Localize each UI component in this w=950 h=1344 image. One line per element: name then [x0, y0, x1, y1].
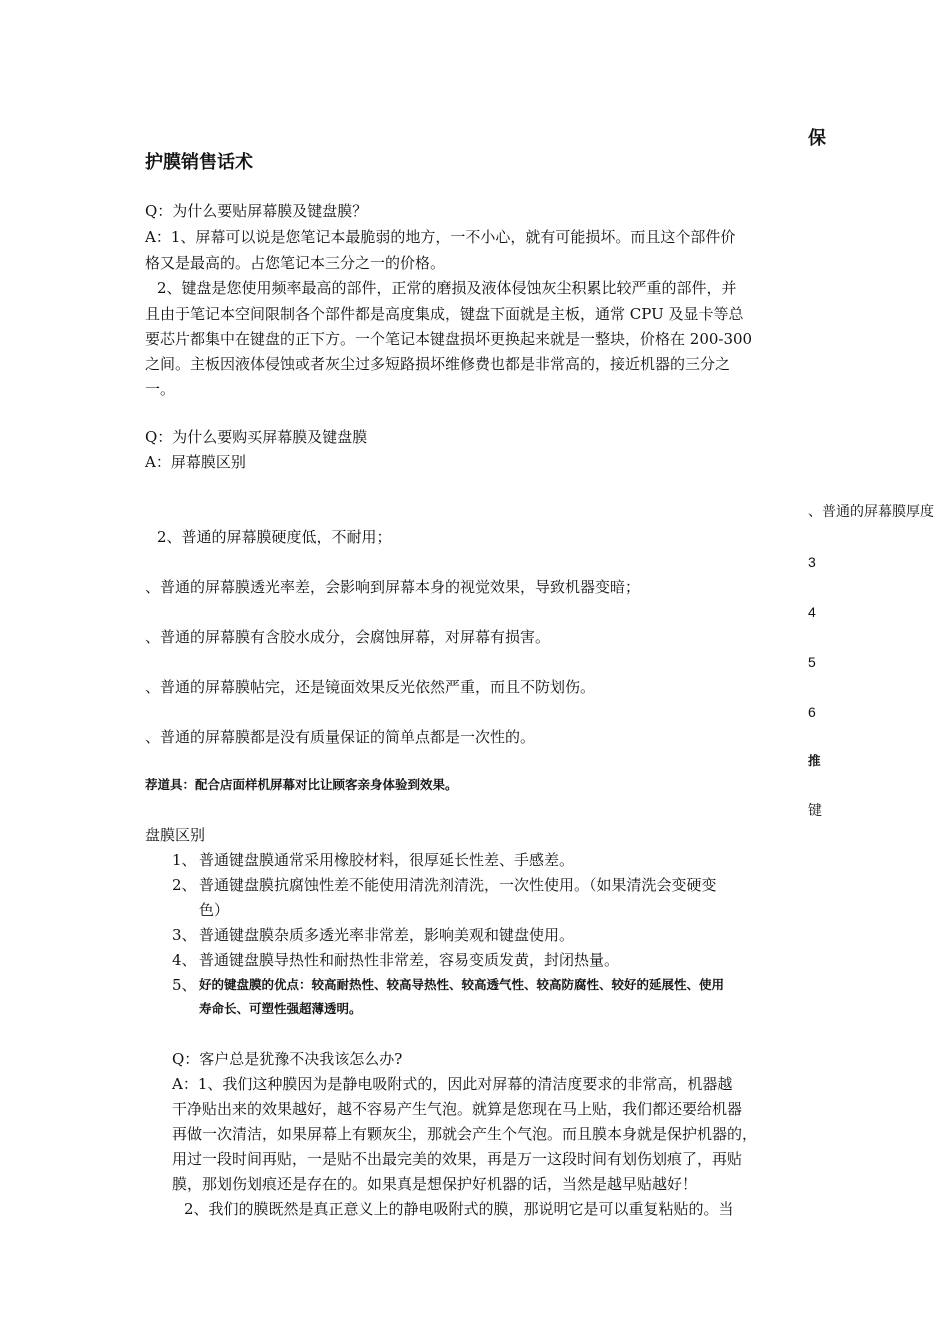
list-item: 普通键盘膜导热性和耐热性非常差，容易变质发黄，封闭热量。	[199, 951, 620, 969]
page-title: 护膜销售话术	[145, 152, 253, 173]
keyboard-film-heading: 盘膜区别	[145, 826, 206, 844]
list-number: 3、	[172, 926, 197, 944]
answer-1-line: 且由于笔记本空间限制各个部件都是高度集成，键盘下面就是主板，通常 CPU 及显卡等总	[145, 305, 744, 323]
answer-1-line: 要芯片都集中在键盘的正下方。一个笔记本键盘损坏更换起来就是一整块，价格在 200-300	[145, 330, 753, 348]
list-item: 普通键盘膜抗腐蚀性差不能使用清洗剂清洗，一次性使用。（如果清洗会变硬变	[199, 876, 717, 894]
list-number: 2、	[172, 876, 197, 894]
margin-number: 5	[808, 654, 816, 670]
margin-jian: 键	[808, 803, 822, 819]
list-item-continued: 寿命长、可塑性强超薄透明。	[199, 1001, 362, 1016]
answer-3-line: 膜，那划伤划痕还是存在的。如果真是想保护好机器的话，当然是越早贴越好！	[172, 1175, 698, 1193]
list-number: 5、	[172, 976, 197, 994]
list-item: 普通键盘膜杂质多透光率非常差，影响美观和键盘使用。	[199, 926, 575, 944]
answer-1-line: 一。	[145, 380, 176, 398]
answer-1-line: 格又是最高的。占您笔记本三分之一的价格。	[145, 254, 446, 272]
answer-1-line: 2、键盘是您使用频率最高的部件，正常的磨损及液体侵蚀灰尘积累比较严重的部件，并	[157, 279, 737, 297]
answer-3-line: 干净贴出来的效果越好，越不容易产生气泡。就算是您现在马上贴，我们都还要给机器	[172, 1100, 743, 1118]
list-item: 普通键盘膜通常采用橡胶材料，很厚延长性差、手感差。	[199, 851, 575, 869]
margin-tui: 推	[808, 753, 821, 768]
answer-3-line: A：1、我们这种膜因为是静电吸附式的，因此对屏幕的清洁度要求的非常高，机器越	[172, 1075, 733, 1093]
question-3: Q：客户总是犹豫不决我该怎么办?	[172, 1050, 403, 1068]
list-number: 4、	[172, 951, 197, 969]
answer-3-line: 用过一段时间再贴，一是贴不出最完美的效果，再是万一这段时间有划伤划痕了，再贴	[172, 1150, 743, 1168]
answer-3-line: 2、我们的膜既然是真正意义上的静电吸附式的膜，那说明它是可以重复粘贴的。当	[184, 1200, 734, 1218]
screen-film-item-1-tail: 、普通的屏幕膜厚度	[808, 504, 934, 520]
answer-3-line: 再做一次清洁，如果屏幕上有颗灰尘，那就会产生个气泡。而且膜本身就是保护机器的，	[172, 1125, 758, 1143]
margin-number: 6	[808, 704, 816, 720]
list-item-continued: 色）	[199, 901, 230, 919]
margin-number: 4	[808, 604, 816, 620]
recommend-tools: 荐道具：配合店面样机屏幕对比让顾客亲身体验到效果。	[145, 777, 458, 792]
title-part1: 保	[808, 128, 826, 149]
screen-film-item-4: 、普通的屏幕膜有含胶水成分，会腐蚀屏幕，对屏幕有损害。	[145, 628, 551, 646]
screen-film-item-5: 、普通的屏幕膜帖完，还是镜面效果反光依然严重，而且不防划伤。	[145, 678, 596, 696]
answer-2-heading: A：屏幕膜区别	[145, 453, 246, 471]
list-number: 1、	[172, 851, 197, 869]
screen-film-item-3: 、普通的屏幕膜透光率差，会影响到屏幕本身的视觉效果，导致机器变暗；	[145, 578, 641, 596]
answer-1-line: 之间。主板因液体侵蚀或者灰尘过多短路损坏维修费也都是非常高的，接近机器的三分之	[145, 355, 731, 373]
screen-film-item-6: 、普通的屏幕膜都是没有质量保证的简单点都是一次性的。	[145, 728, 536, 746]
list-item: 好的键盘膜的优点：较高耐热性、较高导热性、较高透气性、较高防腐性、较好的延展性、使用	[199, 977, 725, 992]
answer-1-line: A：1、屏幕可以说是您笔记本最脆弱的地方，一不小心，就有可能损坏。而且这个部件价	[145, 228, 736, 246]
question-2: Q：为什么要购买屏幕膜及键盘膜	[145, 428, 368, 446]
question-1: Q：为什么要贴屏幕膜及键盘膜？	[145, 202, 368, 220]
margin-number: 3	[808, 554, 816, 570]
screen-film-item-2: 2、普通的屏幕膜硬度低，不耐用；	[157, 528, 392, 546]
